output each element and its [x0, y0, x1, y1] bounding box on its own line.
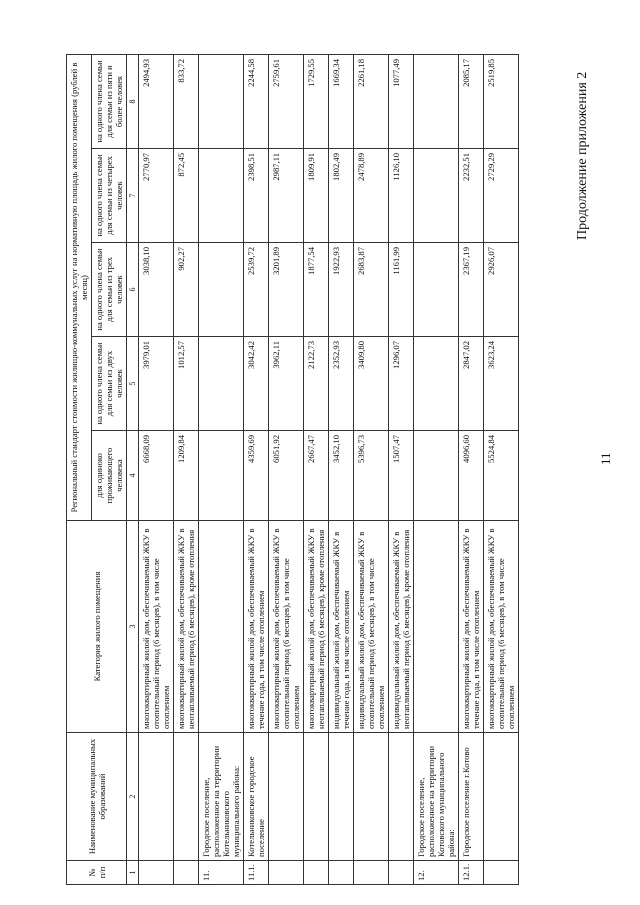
row-category: индивидуальный жилой дом, обеспечиваемый ЖКУ в течение года, в том числе отоплением — [329, 521, 354, 733]
row-value: 2261,18 — [354, 54, 389, 148]
row-value: 2683,87 — [354, 243, 389, 337]
row-value — [414, 337, 459, 431]
row-municipality: Городское поселение, расположенное на территории Котельниковского муниципального района: — [199, 733, 244, 861]
row-value: 2519,85 — [484, 54, 519, 148]
row-value: 872,45 — [174, 149, 199, 243]
row-value: 1012,57 — [174, 337, 199, 431]
row-value: 6668,09 — [139, 431, 174, 521]
row-value: 2759,61 — [269, 54, 304, 148]
row-value: 4359,69 — [244, 431, 269, 521]
row-value — [199, 54, 244, 148]
row-value: 4096,60 — [459, 431, 484, 521]
row-value: 5396,73 — [354, 431, 389, 521]
row-value — [199, 337, 244, 431]
table-row — [414, 54, 459, 884]
row-value: 3042,42 — [244, 337, 269, 431]
row-category: многоквартирный жилой дом, обеспечиваемый ЖКУ в течение года, в том числе отоплением — [459, 521, 484, 733]
row-municipality — [304, 733, 329, 861]
row-value: 3623,24 — [484, 337, 519, 431]
row-number: 11. — [199, 861, 244, 885]
row-municipality — [354, 733, 389, 861]
row-value: 1077,49 — [389, 54, 414, 148]
table-row — [329, 54, 354, 884]
header-sub-1: для одиноко проживающего человека — [92, 431, 127, 521]
row-value: 5524,84 — [484, 431, 519, 521]
row-category: индивидуальный жилой дом, обеспечиваемый ЖКУ в неотапливаемый период (6 месяцев), кроме отопления — [389, 521, 414, 733]
table-row — [244, 54, 269, 884]
row-value: 2478,89 — [354, 149, 389, 243]
row-value: 2122,73 — [304, 337, 329, 431]
row-municipality — [174, 733, 199, 861]
row-number: 12. — [414, 861, 459, 885]
row-value: 1507,47 — [389, 431, 414, 521]
row-number — [389, 861, 414, 885]
col-index: 7 — [127, 149, 139, 243]
table-body — [139, 54, 519, 884]
row-value: 1209,84 — [174, 431, 199, 521]
row-number — [354, 861, 389, 885]
table-row — [354, 54, 389, 884]
row-category: многоквартирный жилой дом, обеспечиваемый ЖКУ в отопительный период (6 месяцев), в том числе отоплением — [139, 521, 174, 733]
row-municipality — [139, 733, 174, 861]
row-value: 2770,97 — [139, 149, 174, 243]
row-municipality — [484, 733, 519, 861]
header-category: Категория жилого помещения — [67, 521, 127, 733]
row-value: 2926,07 — [484, 243, 519, 337]
row-number — [304, 861, 329, 885]
row-value: 2232,51 — [459, 149, 484, 243]
row-value: 3409,80 — [354, 337, 389, 431]
row-number: 11.1. — [244, 861, 269, 885]
row-number — [139, 861, 174, 885]
row-value — [199, 149, 244, 243]
table-row — [304, 54, 329, 884]
header-sub-4: на одного члена семьи для семьи из четырех человек — [92, 149, 127, 243]
row-value: 2398,51 — [244, 149, 269, 243]
col-index: 5 — [127, 337, 139, 431]
continuation-label: Продолжение приложения 2 — [575, 71, 590, 240]
col-index: 2 — [127, 733, 139, 861]
row-value: 2352,93 — [329, 337, 354, 431]
row-value: 1296,07 — [389, 337, 414, 431]
row-value: 3038,10 — [139, 243, 174, 337]
row-value: 3979,01 — [139, 337, 174, 431]
row-value: 2367,19 — [459, 243, 484, 337]
row-value: 2244,58 — [244, 54, 269, 148]
row-value — [414, 149, 459, 243]
header-municipality: Наименование муниципальных образований — [67, 733, 127, 861]
row-category — [199, 521, 244, 733]
page-number: 11 — [598, 452, 613, 465]
col-index: 8 — [127, 54, 139, 148]
row-municipality — [269, 733, 304, 861]
row-category: многоквартирный жилой дом, обеспечиваемый ЖКУ в течение года, в том числе отоплением — [244, 521, 269, 733]
table-row — [484, 54, 519, 884]
row-number — [269, 861, 304, 885]
row-category — [414, 521, 459, 733]
standards-table — [66, 54, 519, 885]
col-index: 3 — [127, 521, 139, 733]
header-num: № п/п — [67, 861, 127, 885]
row-number — [484, 861, 519, 885]
col-index: 4 — [127, 431, 139, 521]
row-value: 3962,11 — [269, 337, 304, 431]
row-municipality: Городское поселение, расположенное на территории Котовского муниципального района: — [414, 733, 459, 861]
row-municipality — [329, 733, 354, 861]
col-index: 6 — [127, 243, 139, 337]
table-row — [459, 54, 484, 884]
row-value — [414, 243, 459, 337]
row-value: 3452,10 — [329, 431, 354, 521]
row-category: многоквартирный жилой дом, обеспечиваемый ЖКУ в отопительный период (6 месяцев), в том числе отоплением — [484, 521, 519, 733]
row-value: 2729,29 — [484, 149, 519, 243]
row-category: многоквартирный жилой дом, обеспечиваемый ЖКУ в неотапливаемый период (6 месяцев), кроме отопления — [174, 521, 199, 733]
row-category: многоквартирный жилой дом, обеспечиваемый ЖКУ в неотапливаемый период (6 месяцев), кроме отопления — [304, 521, 329, 733]
header-sub-2: на одного члена семьи для семьи из двух человек — [92, 337, 127, 431]
header-sub-3: на одного члена семьи для семьи из трех человек — [92, 243, 127, 337]
row-value — [199, 243, 244, 337]
row-value: 2667,47 — [304, 431, 329, 521]
row-value: 1809,91 — [304, 149, 329, 243]
row-number — [329, 861, 354, 885]
table-row — [174, 54, 199, 884]
header-sub-5: на одного члена семьи для семьи из пяти и более человек — [92, 54, 127, 148]
row-value: 2847,02 — [459, 337, 484, 431]
row-value: 1126,10 — [389, 149, 414, 243]
row-category: индивидуальный жилой дом, обеспечиваемый ЖКУ в отопительный период (6 месяцев), в том числе отоплением — [354, 521, 389, 733]
row-value — [199, 431, 244, 521]
row-value — [414, 54, 459, 148]
row-value: 833,72 — [174, 54, 199, 148]
header-standard: Региональный стандарт стоимости жилищно-коммунальных услуг на нормативную площадь жилого помещения (рублей в месяц) — [67, 54, 92, 520]
row-value: 1729,55 — [304, 54, 329, 148]
col-index: 1 — [127, 861, 139, 885]
row-number: 12.1. — [459, 861, 484, 885]
row-number — [174, 861, 199, 885]
row-category: многоквартирный жилой дом, обеспечиваемый ЖКУ в отопительный период (6 месяцев), в том числе отоплением — [269, 521, 304, 733]
row-value: 2494,93 — [139, 54, 174, 148]
row-municipality — [389, 733, 414, 861]
row-municipality: Котельниковское городское поселение — [244, 733, 269, 861]
table-row — [389, 54, 414, 884]
row-value: 2085,17 — [459, 54, 484, 148]
row-value: 2539,72 — [244, 243, 269, 337]
row-value: 1669,34 — [329, 54, 354, 148]
row-value: 1161,99 — [389, 243, 414, 337]
row-value: 1802,49 — [329, 149, 354, 243]
row-value — [414, 431, 459, 521]
row-value: 2987,11 — [269, 149, 304, 243]
row-municipality: Городское поселение г.Котово — [459, 733, 484, 861]
table-row — [199, 54, 244, 884]
table-row — [139, 54, 174, 884]
row-value: 902,27 — [174, 243, 199, 337]
row-value: 1877,54 — [304, 243, 329, 337]
row-value: 6051,92 — [269, 431, 304, 521]
row-value: 3201,89 — [269, 243, 304, 337]
table-row — [269, 54, 304, 884]
row-value: 1922,93 — [329, 243, 354, 337]
